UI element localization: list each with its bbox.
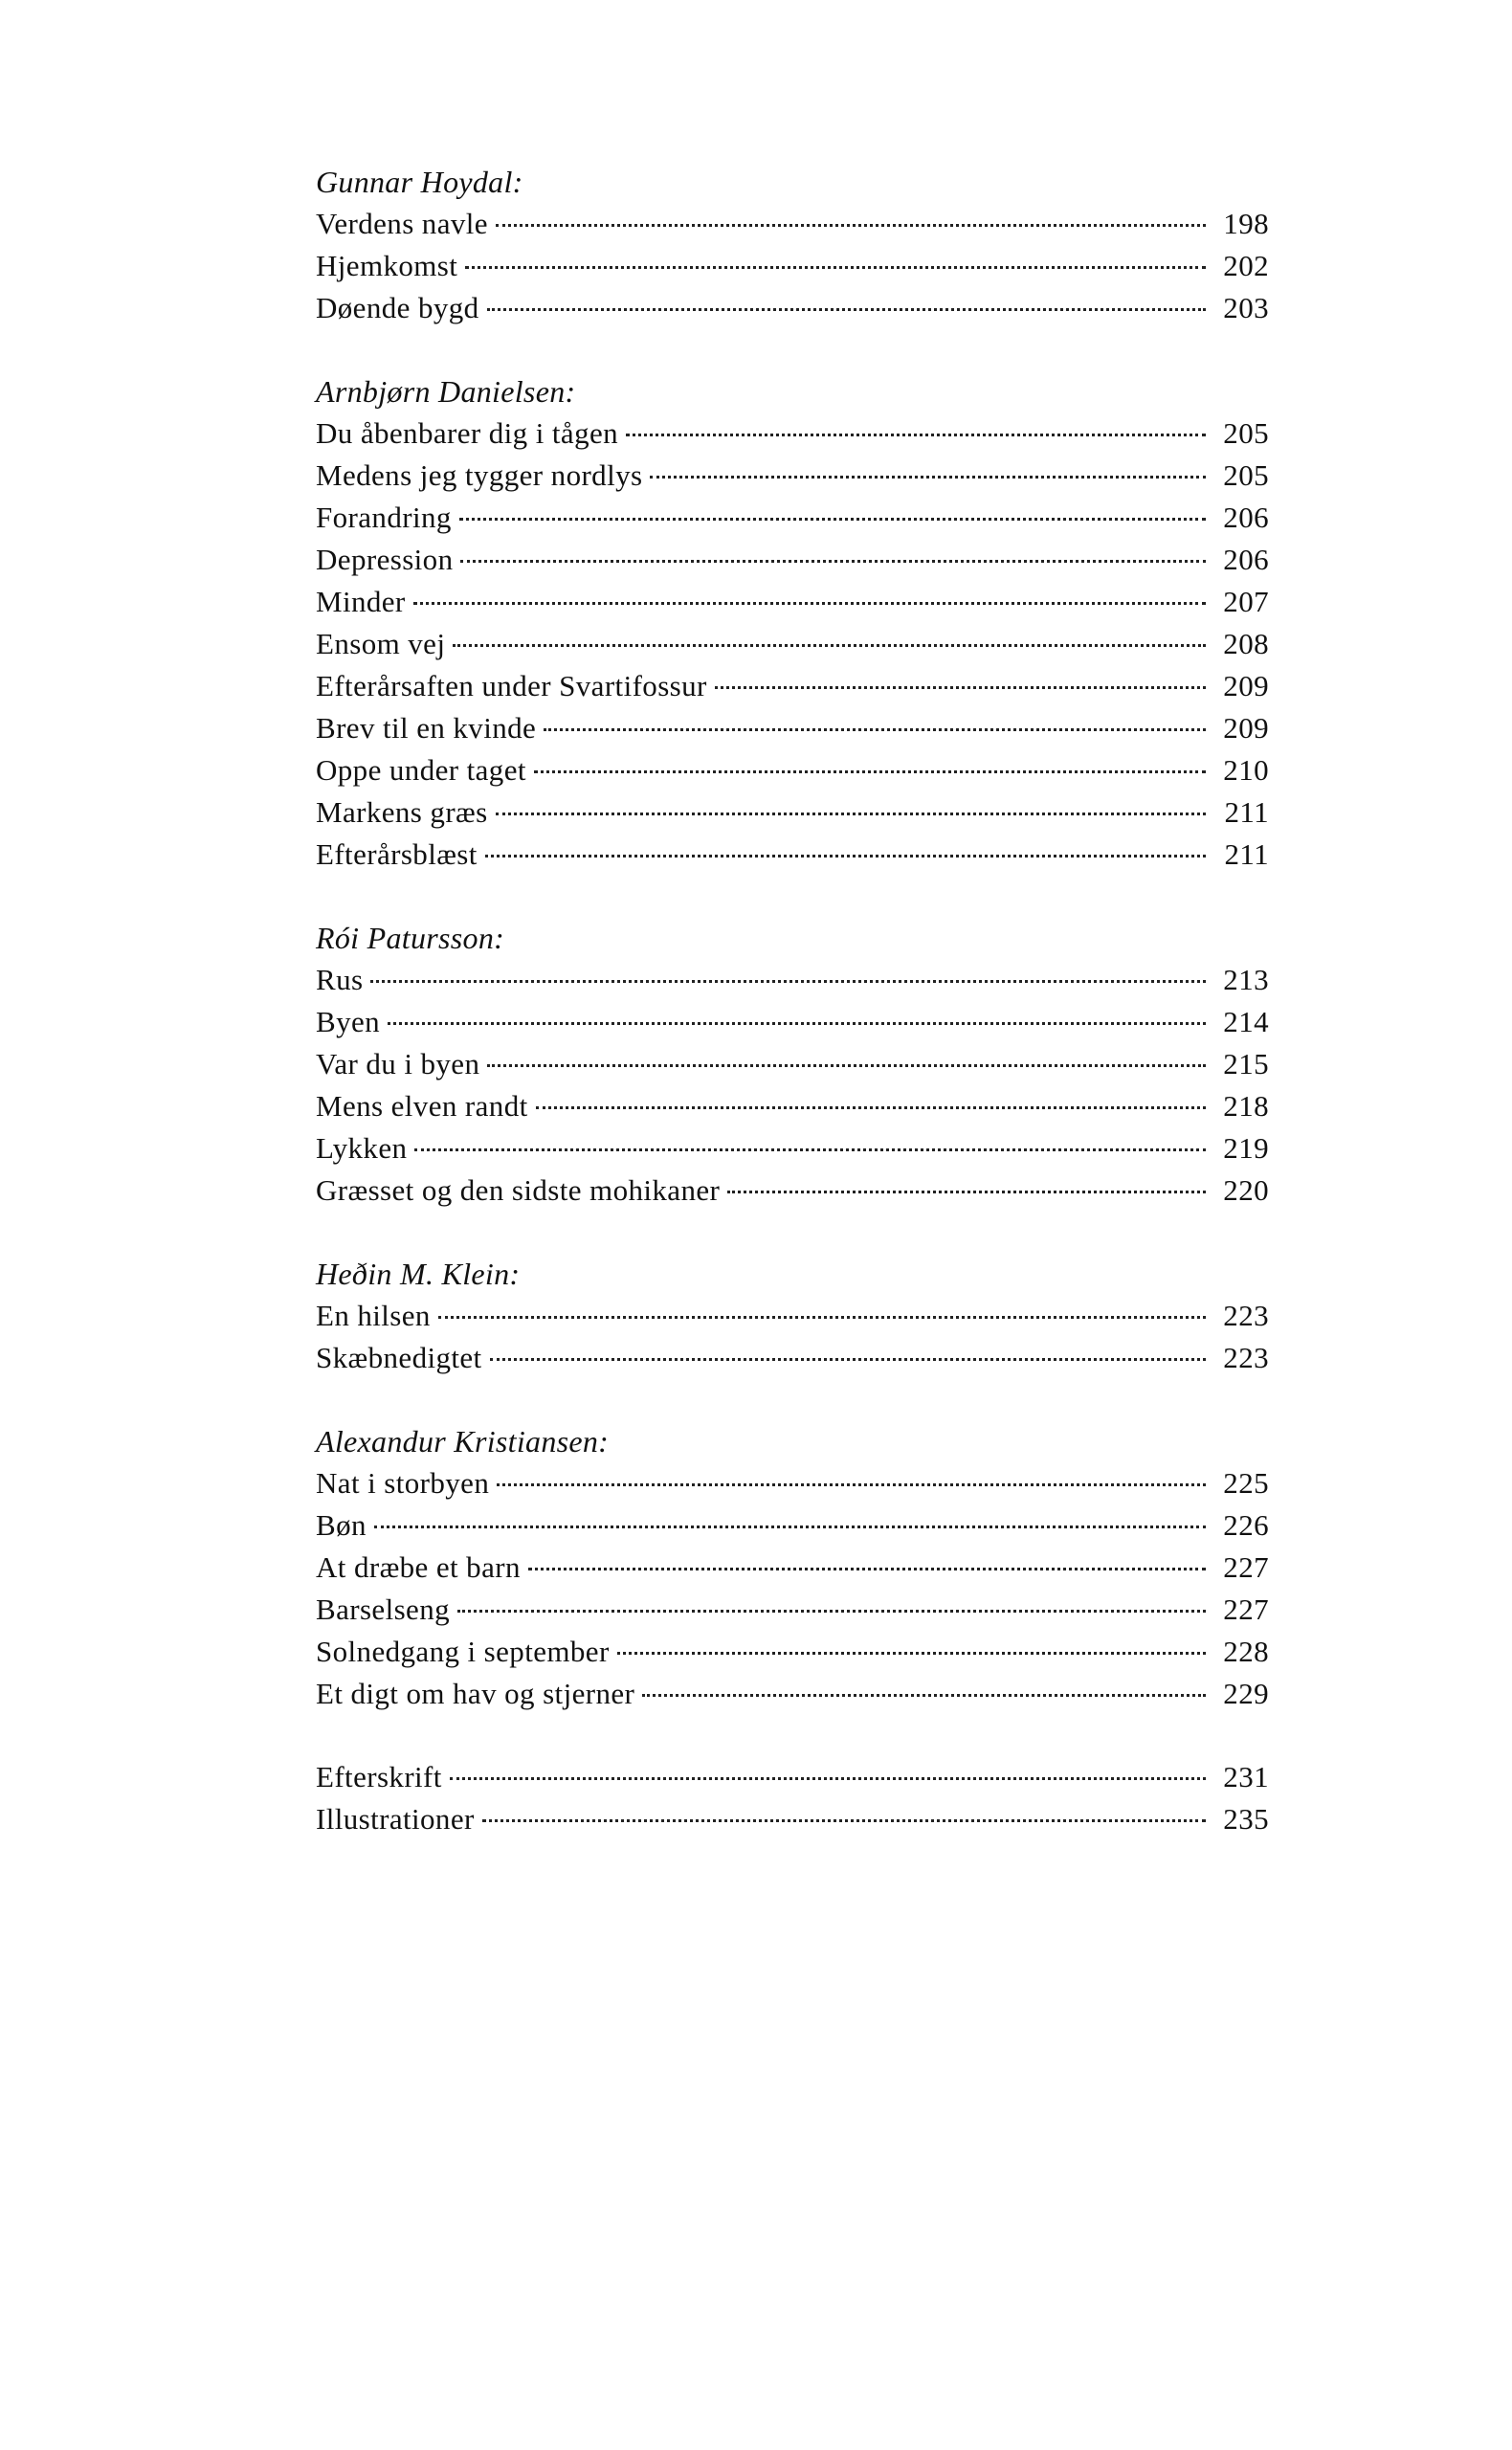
dot-leader [727, 1191, 1206, 1193]
entry-page-number: 229 [1223, 1677, 1269, 1710]
entry-title: En hilsen [316, 1299, 431, 1332]
dot-leader [388, 1022, 1206, 1025]
dot-leader [487, 308, 1206, 311]
dot-leader [453, 644, 1206, 647]
toc-entry[interactable] [316, 749, 1269, 791]
entry-title: Depression [316, 543, 454, 576]
dot-leader [438, 1316, 1206, 1319]
entry-title: Var du i byen [316, 1047, 480, 1080]
entry-page-number: 206 [1223, 501, 1269, 534]
toc-entry[interactable] [316, 1043, 1269, 1085]
toc-entry[interactable] [316, 665, 1269, 707]
dot-leader [457, 1610, 1206, 1613]
dot-leader [459, 518, 1206, 521]
entry-title: Medens jeg tygger nordlys [316, 458, 643, 492]
entry-page-number: 205 [1223, 416, 1269, 450]
entry-title: Oppe under taget [316, 753, 526, 787]
dot-leader [490, 1358, 1206, 1361]
entry-title: Brev til en kvinde [316, 711, 537, 745]
toc-entry[interactable] [316, 1127, 1269, 1169]
entry-page-number: 218 [1223, 1089, 1269, 1123]
entry-page-number: 226 [1223, 1508, 1269, 1542]
dot-leader [544, 728, 1206, 731]
entry-title: Hjemkomst [316, 249, 458, 282]
dot-leader [370, 980, 1206, 983]
entry-title: Bøn [316, 1508, 367, 1542]
toc-entry[interactable] [316, 1169, 1269, 1212]
toc-entry[interactable] [316, 834, 1269, 876]
entry-title: Markens græs [316, 795, 488, 829]
entry-title: Ensom vej [316, 627, 446, 660]
entry-page-number: 223 [1223, 1341, 1269, 1374]
entry-title: Efterskrift [316, 1760, 442, 1793]
toc-entry[interactable] [316, 245, 1269, 287]
entry-page-number: 231 [1223, 1760, 1269, 1793]
toc-entry[interactable] [316, 1462, 1269, 1504]
entry-page-number: 211 [1224, 795, 1269, 829]
author-heading: Heðin M. Klein: [316, 1257, 521, 1291]
dot-leader [414, 1148, 1206, 1151]
toc-section [316, 161, 1269, 329]
entry-page-number: 227 [1223, 1592, 1269, 1626]
author-heading: Arnbjørn Danielsen: [316, 374, 576, 409]
toc-entry[interactable] [316, 581, 1269, 623]
dot-leader [485, 855, 1206, 858]
entry-page-number: 235 [1223, 1802, 1269, 1836]
entry-page-number: 209 [1223, 669, 1269, 702]
toc-section [316, 917, 1269, 1212]
toc-entry[interactable] [316, 1001, 1269, 1043]
dot-leader [617, 1652, 1206, 1655]
entry-title: Byen [316, 1005, 381, 1038]
entry-page-number: 205 [1223, 458, 1269, 492]
entry-page-number: 210 [1223, 753, 1269, 787]
toc-entry[interactable] [316, 1756, 1269, 1798]
entry-page-number: 214 [1223, 1005, 1269, 1038]
toc-section [316, 1420, 1269, 1715]
toc-entry[interactable] [316, 1589, 1269, 1631]
author-heading: Alexandur Kristiansen: [316, 1424, 610, 1459]
entry-title: Døende bygd [316, 291, 479, 324]
dot-leader [450, 1777, 1206, 1780]
toc-entry[interactable] [316, 497, 1269, 539]
dot-leader [626, 434, 1206, 436]
toc-entry[interactable] [316, 1547, 1269, 1589]
toc-section [316, 370, 1269, 876]
dot-leader [534, 770, 1206, 773]
entry-page-number: 206 [1223, 543, 1269, 576]
entry-page-number: 213 [1223, 963, 1269, 996]
entry-title: Forandring [316, 501, 452, 534]
dot-leader [465, 266, 1206, 269]
toc-section-back-matter [316, 1756, 1269, 1840]
entry-title: Efterårsaften under Svartifossur [316, 669, 707, 702]
dot-leader [536, 1106, 1206, 1109]
toc-entry[interactable] [316, 1085, 1269, 1127]
entry-title: Minder [316, 585, 406, 618]
toc-entry[interactable] [316, 412, 1269, 455]
toc-entry[interactable] [316, 287, 1269, 329]
toc-entry[interactable] [316, 539, 1269, 581]
toc-entry[interactable] [316, 1337, 1269, 1379]
entry-page-number: 203 [1223, 291, 1269, 324]
entry-page-number: 211 [1224, 837, 1269, 871]
entry-title: Græsset og den sidste mohikaner [316, 1173, 721, 1207]
entry-page-number: 227 [1223, 1550, 1269, 1584]
table-of-contents [316, 161, 1269, 1882]
toc-entry[interactable] [316, 959, 1269, 1001]
dot-leader [413, 602, 1206, 605]
entry-title: At dræbe et barn [316, 1550, 521, 1584]
toc-entry[interactable] [316, 707, 1269, 749]
dot-leader [374, 1526, 1206, 1528]
entry-page-number: 202 [1223, 249, 1269, 282]
entry-title: Barselseng [316, 1592, 451, 1626]
entry-title: Mens elven randt [316, 1089, 528, 1123]
entry-page-number: 228 [1223, 1635, 1269, 1668]
toc-entry[interactable] [316, 203, 1269, 245]
entry-title: Efterårsblæst [316, 837, 478, 871]
entry-page-number: 208 [1223, 627, 1269, 660]
author-heading: Gunnar Hoydal: [316, 165, 523, 199]
entry-title: Solnedgang i september [316, 1635, 610, 1668]
entry-page-number: 215 [1223, 1047, 1269, 1080]
dot-leader [496, 224, 1206, 227]
entry-page-number: 225 [1223, 1466, 1269, 1500]
entry-page-number: 223 [1223, 1299, 1269, 1332]
dot-leader [497, 1483, 1206, 1486]
dot-leader [482, 1819, 1206, 1822]
toc-entry[interactable] [316, 1504, 1269, 1547]
toc-section [316, 1253, 1269, 1379]
dot-leader [650, 476, 1206, 479]
entry-title: Lykken [316, 1131, 408, 1165]
entry-title: Nat i storbyen [316, 1466, 490, 1500]
dot-leader [460, 560, 1206, 563]
entry-title: Skæbnedigtet [316, 1341, 482, 1374]
entry-title: Illustrationer [316, 1802, 475, 1836]
entry-page-number: 220 [1223, 1173, 1269, 1207]
dot-leader [487, 1064, 1206, 1067]
toc-entry[interactable] [316, 623, 1269, 665]
dot-leader [715, 686, 1206, 689]
toc-entry[interactable] [316, 1631, 1269, 1673]
toc-entry[interactable] [316, 1295, 1269, 1337]
entry-page-number: 198 [1223, 207, 1269, 240]
dot-leader [496, 813, 1206, 815]
entry-title: Du åbenbarer dig i tågen [316, 416, 619, 450]
toc-entry[interactable] [316, 1673, 1269, 1715]
entry-title: Et digt om hav og stjerner [316, 1677, 635, 1710]
toc-entry[interactable] [316, 791, 1269, 834]
entry-page-number: 209 [1223, 711, 1269, 745]
entry-title: Verdens navle [316, 207, 488, 240]
entry-page-number: 219 [1223, 1131, 1269, 1165]
toc-entry[interactable] [316, 1798, 1269, 1840]
entry-title: Rus [316, 963, 364, 996]
author-heading: Rói Patursson: [316, 921, 505, 955]
toc-entry[interactable] [316, 455, 1269, 497]
dot-leader [528, 1568, 1206, 1570]
dot-leader [642, 1694, 1206, 1697]
entry-page-number: 207 [1223, 585, 1269, 618]
